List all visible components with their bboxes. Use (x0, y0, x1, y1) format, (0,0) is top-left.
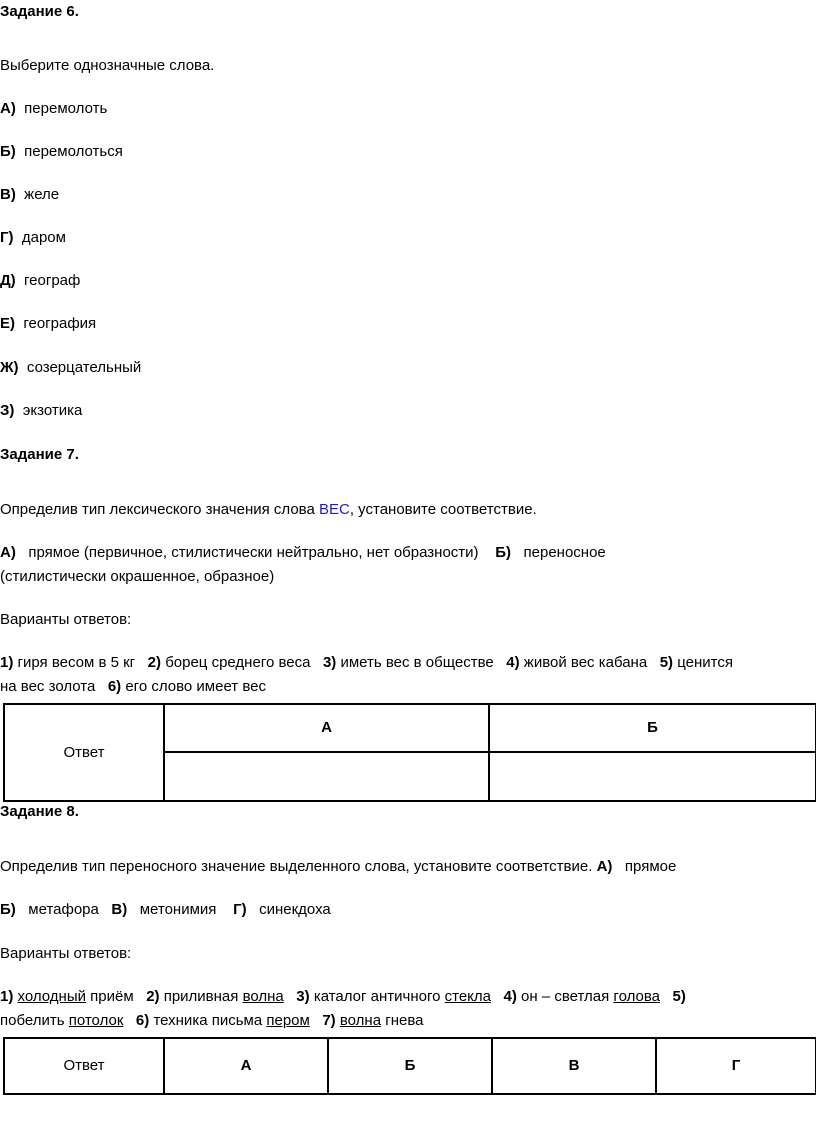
task7-variants-line1: 1) гиря весом в 5 кг 2) борец среднего веса 3) иметь вес в обществе 4) живой вес кабана 5) ценится (0, 654, 733, 671)
answer-cell-b[interactable] (489, 752, 816, 801)
column-a-header: А (164, 704, 489, 752)
task6-title: Задание 6. (0, 3, 79, 20)
task7-instruction: Определив тип лексического значения слова ВЕС, установите соответствие. (0, 501, 537, 518)
answer-label-cell: Ответ (4, 1038, 164, 1094)
task6-option-a: А) перемолоть (0, 100, 108, 117)
task7-answer-table (3, 703, 816, 802)
column-a-header: А (164, 1038, 328, 1094)
task6-option-b: Б) перемолоться (0, 143, 123, 160)
highlighted-word: пером (266, 1012, 310, 1029)
highlighted-word: потолок (68, 1012, 124, 1029)
task8-title: Задание 8. (0, 803, 79, 820)
task6-instruction: Выберите однозначные слова. (0, 57, 215, 74)
column-v-header: В (492, 1038, 656, 1094)
task7-categories: А) прямое (первичное, стилистически нейтрально, нет образности) Б) переносное (0, 544, 606, 561)
highlighted-word: холодный (17, 988, 86, 1005)
task8-instruction: Определив тип переносного значение выделенного слова, установите соответствие. А) прямое (0, 858, 677, 875)
column-b-header: Б (489, 704, 816, 752)
task6-option-g: Г) даром (0, 229, 66, 246)
task8-variants-line2: побелить потолок 6) техника письма пером 7) волна гнева (0, 1012, 424, 1029)
task6-option-z: З) экзотика (0, 402, 83, 419)
column-g-header: Г (656, 1038, 816, 1094)
task8-categories: Б) метафора В) метонимия Г) синекдоха (0, 901, 331, 918)
highlighted-word: голова (613, 988, 660, 1005)
task7-variants-label: Варианты ответов: (0, 611, 132, 628)
task7-title: Задание 7. (0, 446, 79, 463)
task8-variants-line1: 1) холодный приём 2) приливная волна 3) каталог античного стекла 4) он – светлая голова 5) (0, 988, 686, 1005)
target-word: ВЕС (319, 501, 350, 518)
highlighted-word: волна (242, 988, 284, 1005)
highlighted-word: стекла (444, 988, 492, 1005)
answer-label-cell: Ответ (4, 704, 164, 801)
answer-cell-a[interactable] (164, 752, 489, 801)
task7-variants-line2: на вес золота 6) его слово имеет вес (0, 678, 266, 695)
task6-option-d: Д) географ (0, 272, 81, 289)
task6-option-e: Е) география (0, 315, 97, 332)
task8-variants-label: Варианты ответов: (0, 945, 132, 962)
column-b-header: Б (328, 1038, 492, 1094)
task8-answer-table (3, 1037, 816, 1095)
highlighted-word: волна (339, 1012, 382, 1029)
task6-option-v: В) желе (0, 186, 60, 203)
task6-option-zh: Ж) созерцательный (0, 359, 142, 376)
task7-categories-cont: (стилистически окрашенное, образное) (0, 568, 275, 585)
